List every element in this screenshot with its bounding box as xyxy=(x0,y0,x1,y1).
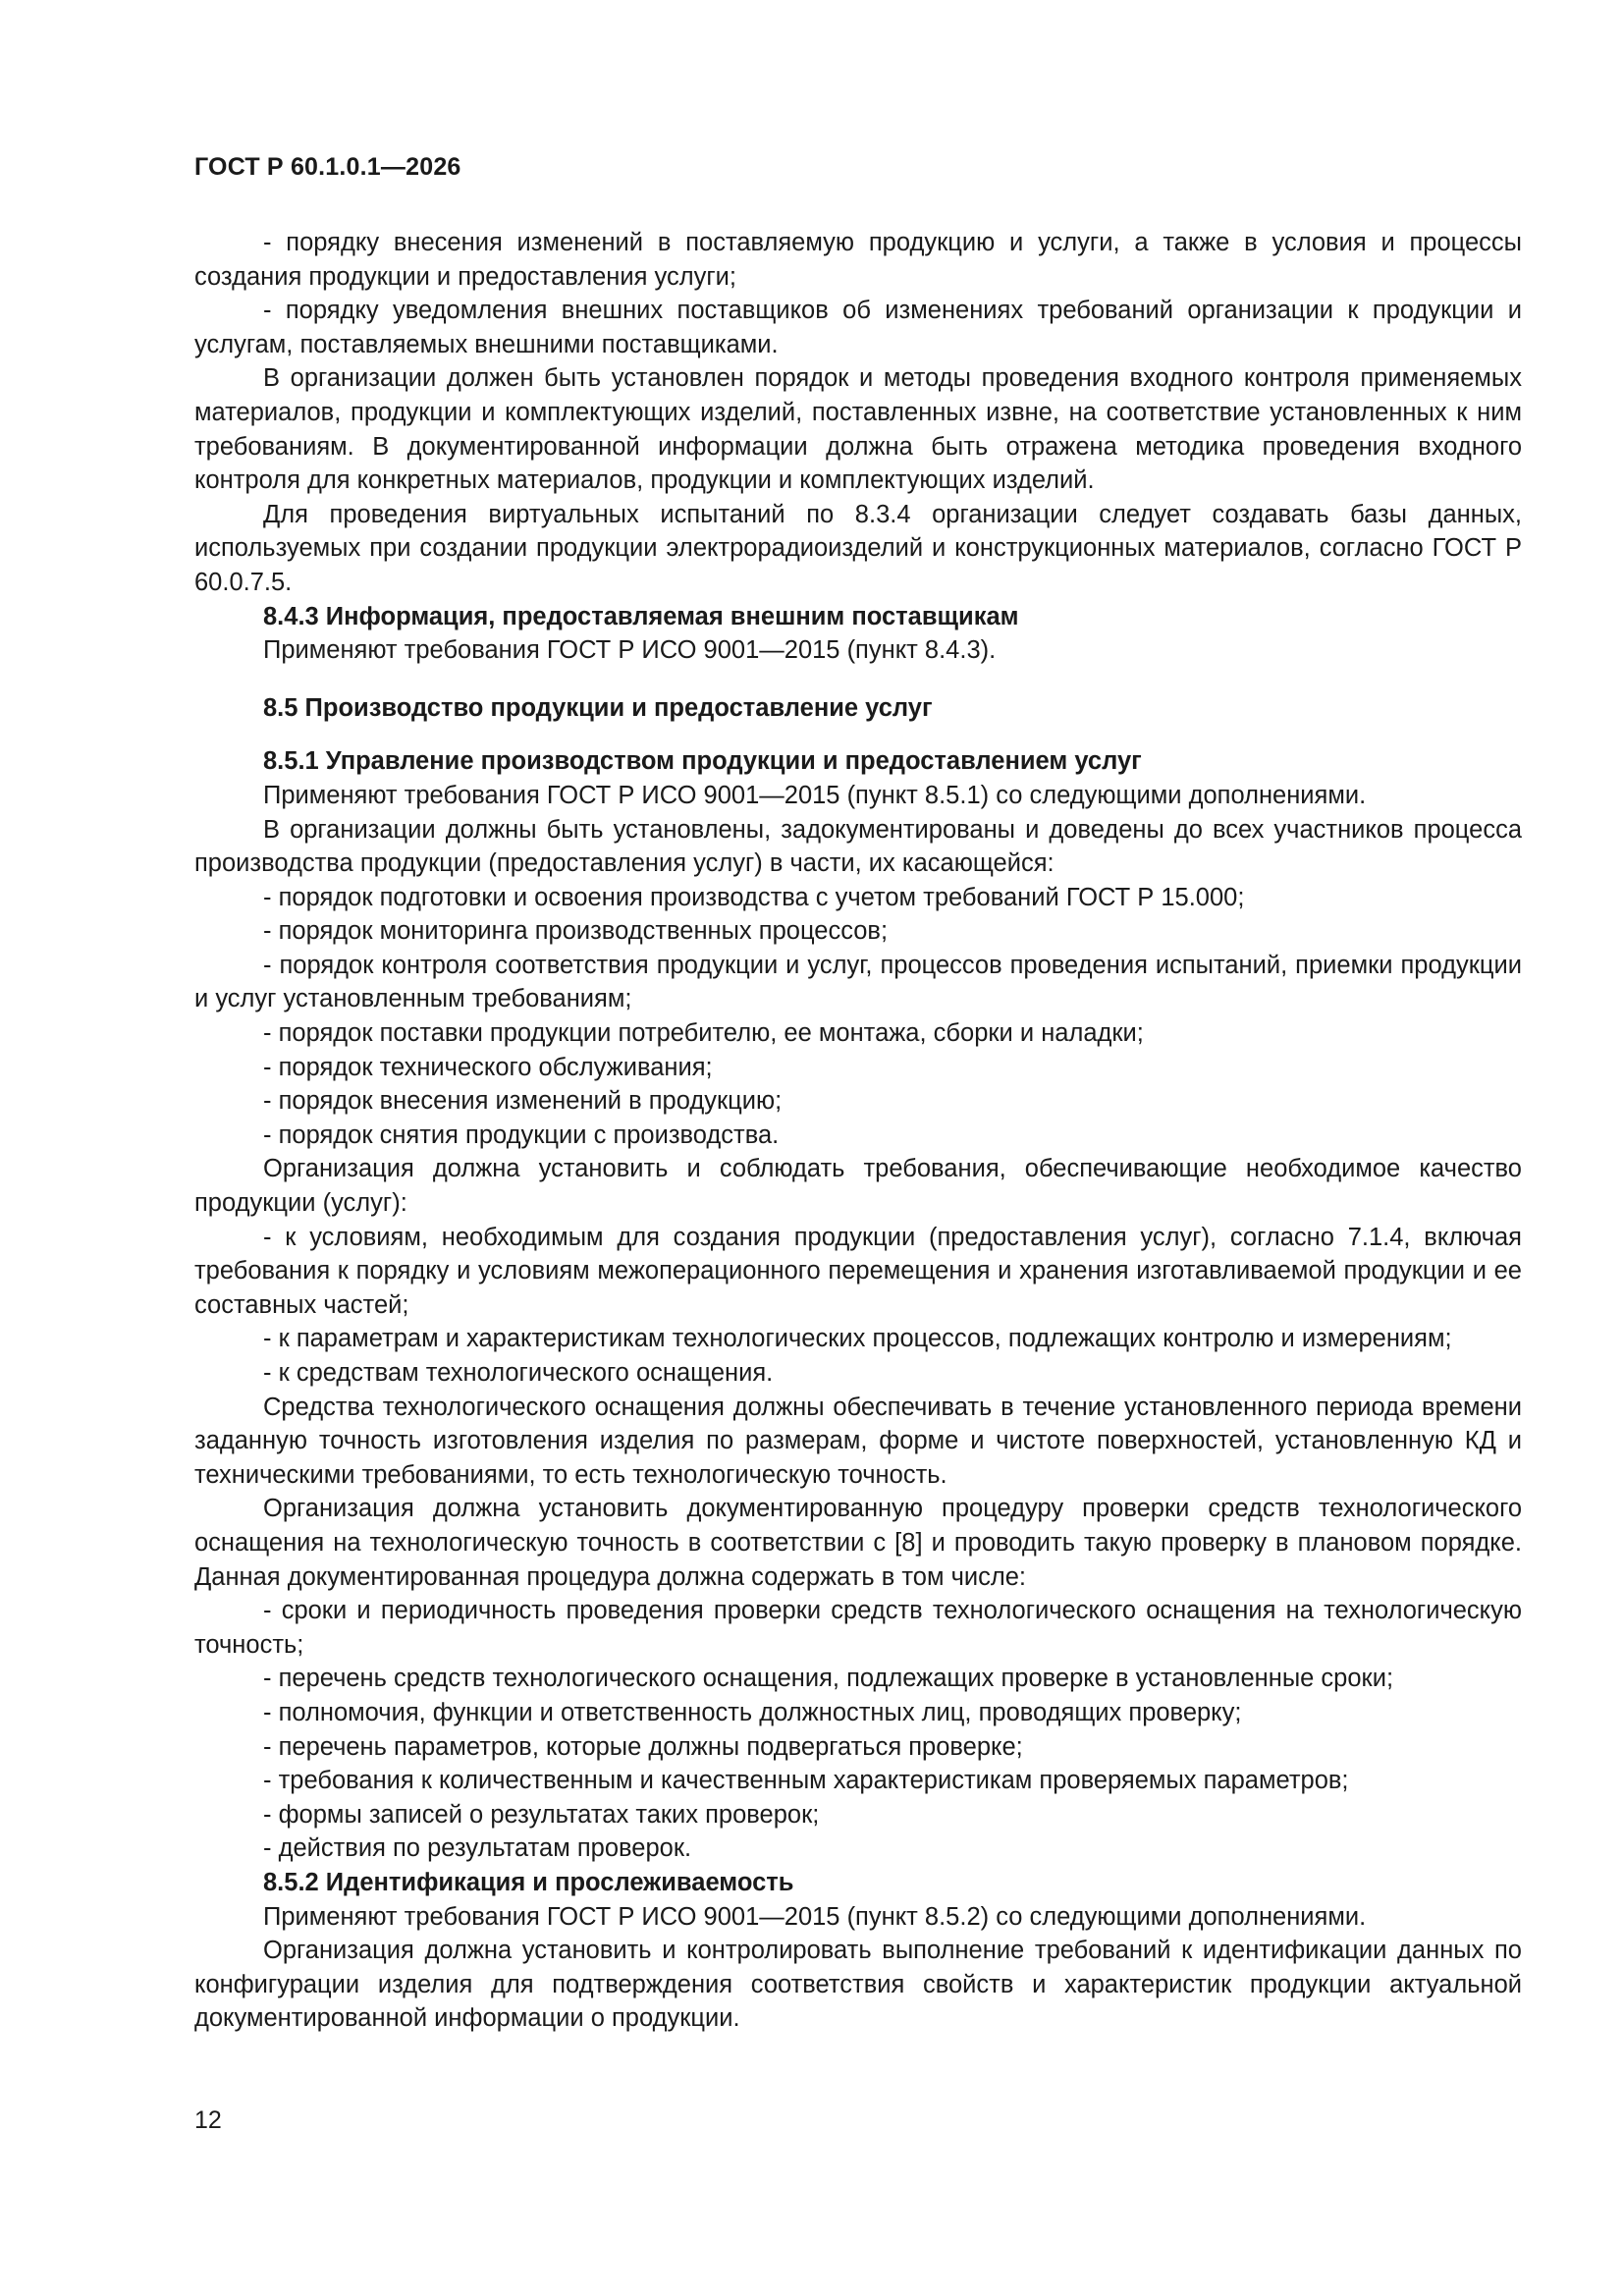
section-heading-8-5-2: 8.5.2 Идентификация и прослеживаемость xyxy=(263,1868,794,1896)
list-item: - сроки и периодичность проведения проверки средств технологического оснащения на технологическую точность; xyxy=(194,1597,1522,1659)
list-item: - порядок технического обслуживания; xyxy=(263,1053,713,1081)
paragraph: Организация должна установить и соблюдать требования, обеспечивающие необходимое качество продукции (услуг): xyxy=(194,1155,1522,1218)
list-item: - порядок снятия продукции с производства. xyxy=(263,1121,780,1149)
section-heading-8-4-3: 8.4.3 Информация, предоставляемая внешним поставщикам xyxy=(263,602,1019,630)
list-item: - к условиям, необходимым для создания продукции (предоставления услуг), согласно 7.1.4, включая требования к порядку и условиям межоперационного перемещения и хранения изготавливаемой продукции и ее составных частей; xyxy=(194,1223,1522,1319)
paragraph: Средства технологического оснащения должны обеспечивать в течение установленного периода времени заданную точность изготовления изделия по размерам, форме и чистоте поверхностей, установленную КД и техническими требованиями, то есть технологическую точность. xyxy=(194,1393,1522,1489)
list-item: - перечень параметров, которые должны подвергаться проверке; xyxy=(263,1732,1023,1761)
list-item: - перечень средств технологического оснащения, подлежащих проверке в установленные сроки; xyxy=(263,1665,1394,1693)
document-body xyxy=(194,226,1522,2036)
list-item: - к средствам технологического оснащения. xyxy=(263,1359,774,1387)
list-item: - полномочия, функции и ответственность должностных лиц, проводящих проверку; xyxy=(263,1698,1242,1726)
section-heading-8-5-1: 8.5.1 Управление производством продукции и предоставлением услуг xyxy=(263,747,1142,776)
list-item: - порядок подготовки и освоения производства с учетом требований ГОСТ Р 15.000; xyxy=(263,883,1245,911)
list-item: - действия по результатам проверок. xyxy=(263,1834,692,1863)
list-item: - порядок мониторинга производственных процессов; xyxy=(263,917,889,946)
document-code-header: ГОСТ Р 60.1.0.1—2026 xyxy=(194,153,461,181)
paragraph: В организации должны быть установлены, задокументированы и доведены до всех участников процесса производства продукции (предоставления услуг) в части, их касающейся: xyxy=(194,815,1522,878)
paragraph: Применяют требования ГОСТ Р ИСО 9001—2015 (пункт 8.5.1) со следующими дополнениями. xyxy=(263,781,1367,809)
list-item: - порядок поставки продукции потребителю, ее монтажа, сборки и наладки; xyxy=(263,1019,1144,1048)
list-item: - порядку внесения изменений в поставляемую продукцию и услуги, а также в условия и процессы создания продукции и предоставления услуги; xyxy=(194,229,1522,291)
list-item: - формы записей о результатах таких проверок; xyxy=(263,1800,820,1829)
section-heading-8-5: 8.5 Производство продукции и предоставление услуг xyxy=(263,693,933,722)
paragraph: Организация должна установить документированную процедуру проверки средств технологического оснащения на технологическую точность в соответствии с [8] и проводить такую проверку в плановом порядке. Данная документированная процедура должна содержать в том числе: xyxy=(194,1495,1522,1591)
list-item: - порядку уведомления внешних поставщиков об изменениях требований организации к продукции и услугам, поставляемых внешними поставщиками. xyxy=(194,297,1522,358)
list-item: - к параметрам и характеристикам технологических процессов, подлежащих контролю и измерениям; xyxy=(263,1325,1452,1353)
paragraph: Организация должна установить и контролировать выполнение требований к идентификации данных по конфигурации изделия для подтверждения соответствия свойств и характеристик продукции актуальной документированной информации о продукции. xyxy=(194,1937,1522,2033)
paragraph: В организации должен быть установлен порядок и методы проведения входного контроля применяемых материалов, продукции и комплектующих изделий, поставленных извне, на соответствие установленных к ним требованиям. В документированной информации должна быть отражена методика проведения входного контроля для конкретных материалов, продукции и комплектующих изделий. xyxy=(194,364,1522,495)
paragraph: Для проведения виртуальных испытаний по 8.3.4 организации следует создавать базы данных, используемых при создании продукции электрорадиоизделий и конструкционных материалов, согласно ГОСТ Р 60.0.7.5. xyxy=(194,500,1522,596)
paragraph: Применяют требования ГОСТ Р ИСО 9001—2015 (пункт 8.5.2) со следующими дополнениями. xyxy=(263,1902,1367,1931)
page-number: 12 xyxy=(194,2106,222,2134)
list-item: - порядок контроля соответствия продукции и услуг, процессов проведения испытаний, приемки продукции и услуг установленным требованиям; xyxy=(194,951,1522,1013)
list-item: - требования к количественным и качественным характеристикам проверяемых параметров; xyxy=(263,1767,1349,1795)
list-item: - порядок внесения изменений в продукцию; xyxy=(263,1087,783,1116)
paragraph: Применяют требования ГОСТ Р ИСО 9001—2015 (пункт 8.4.3). xyxy=(263,636,997,665)
